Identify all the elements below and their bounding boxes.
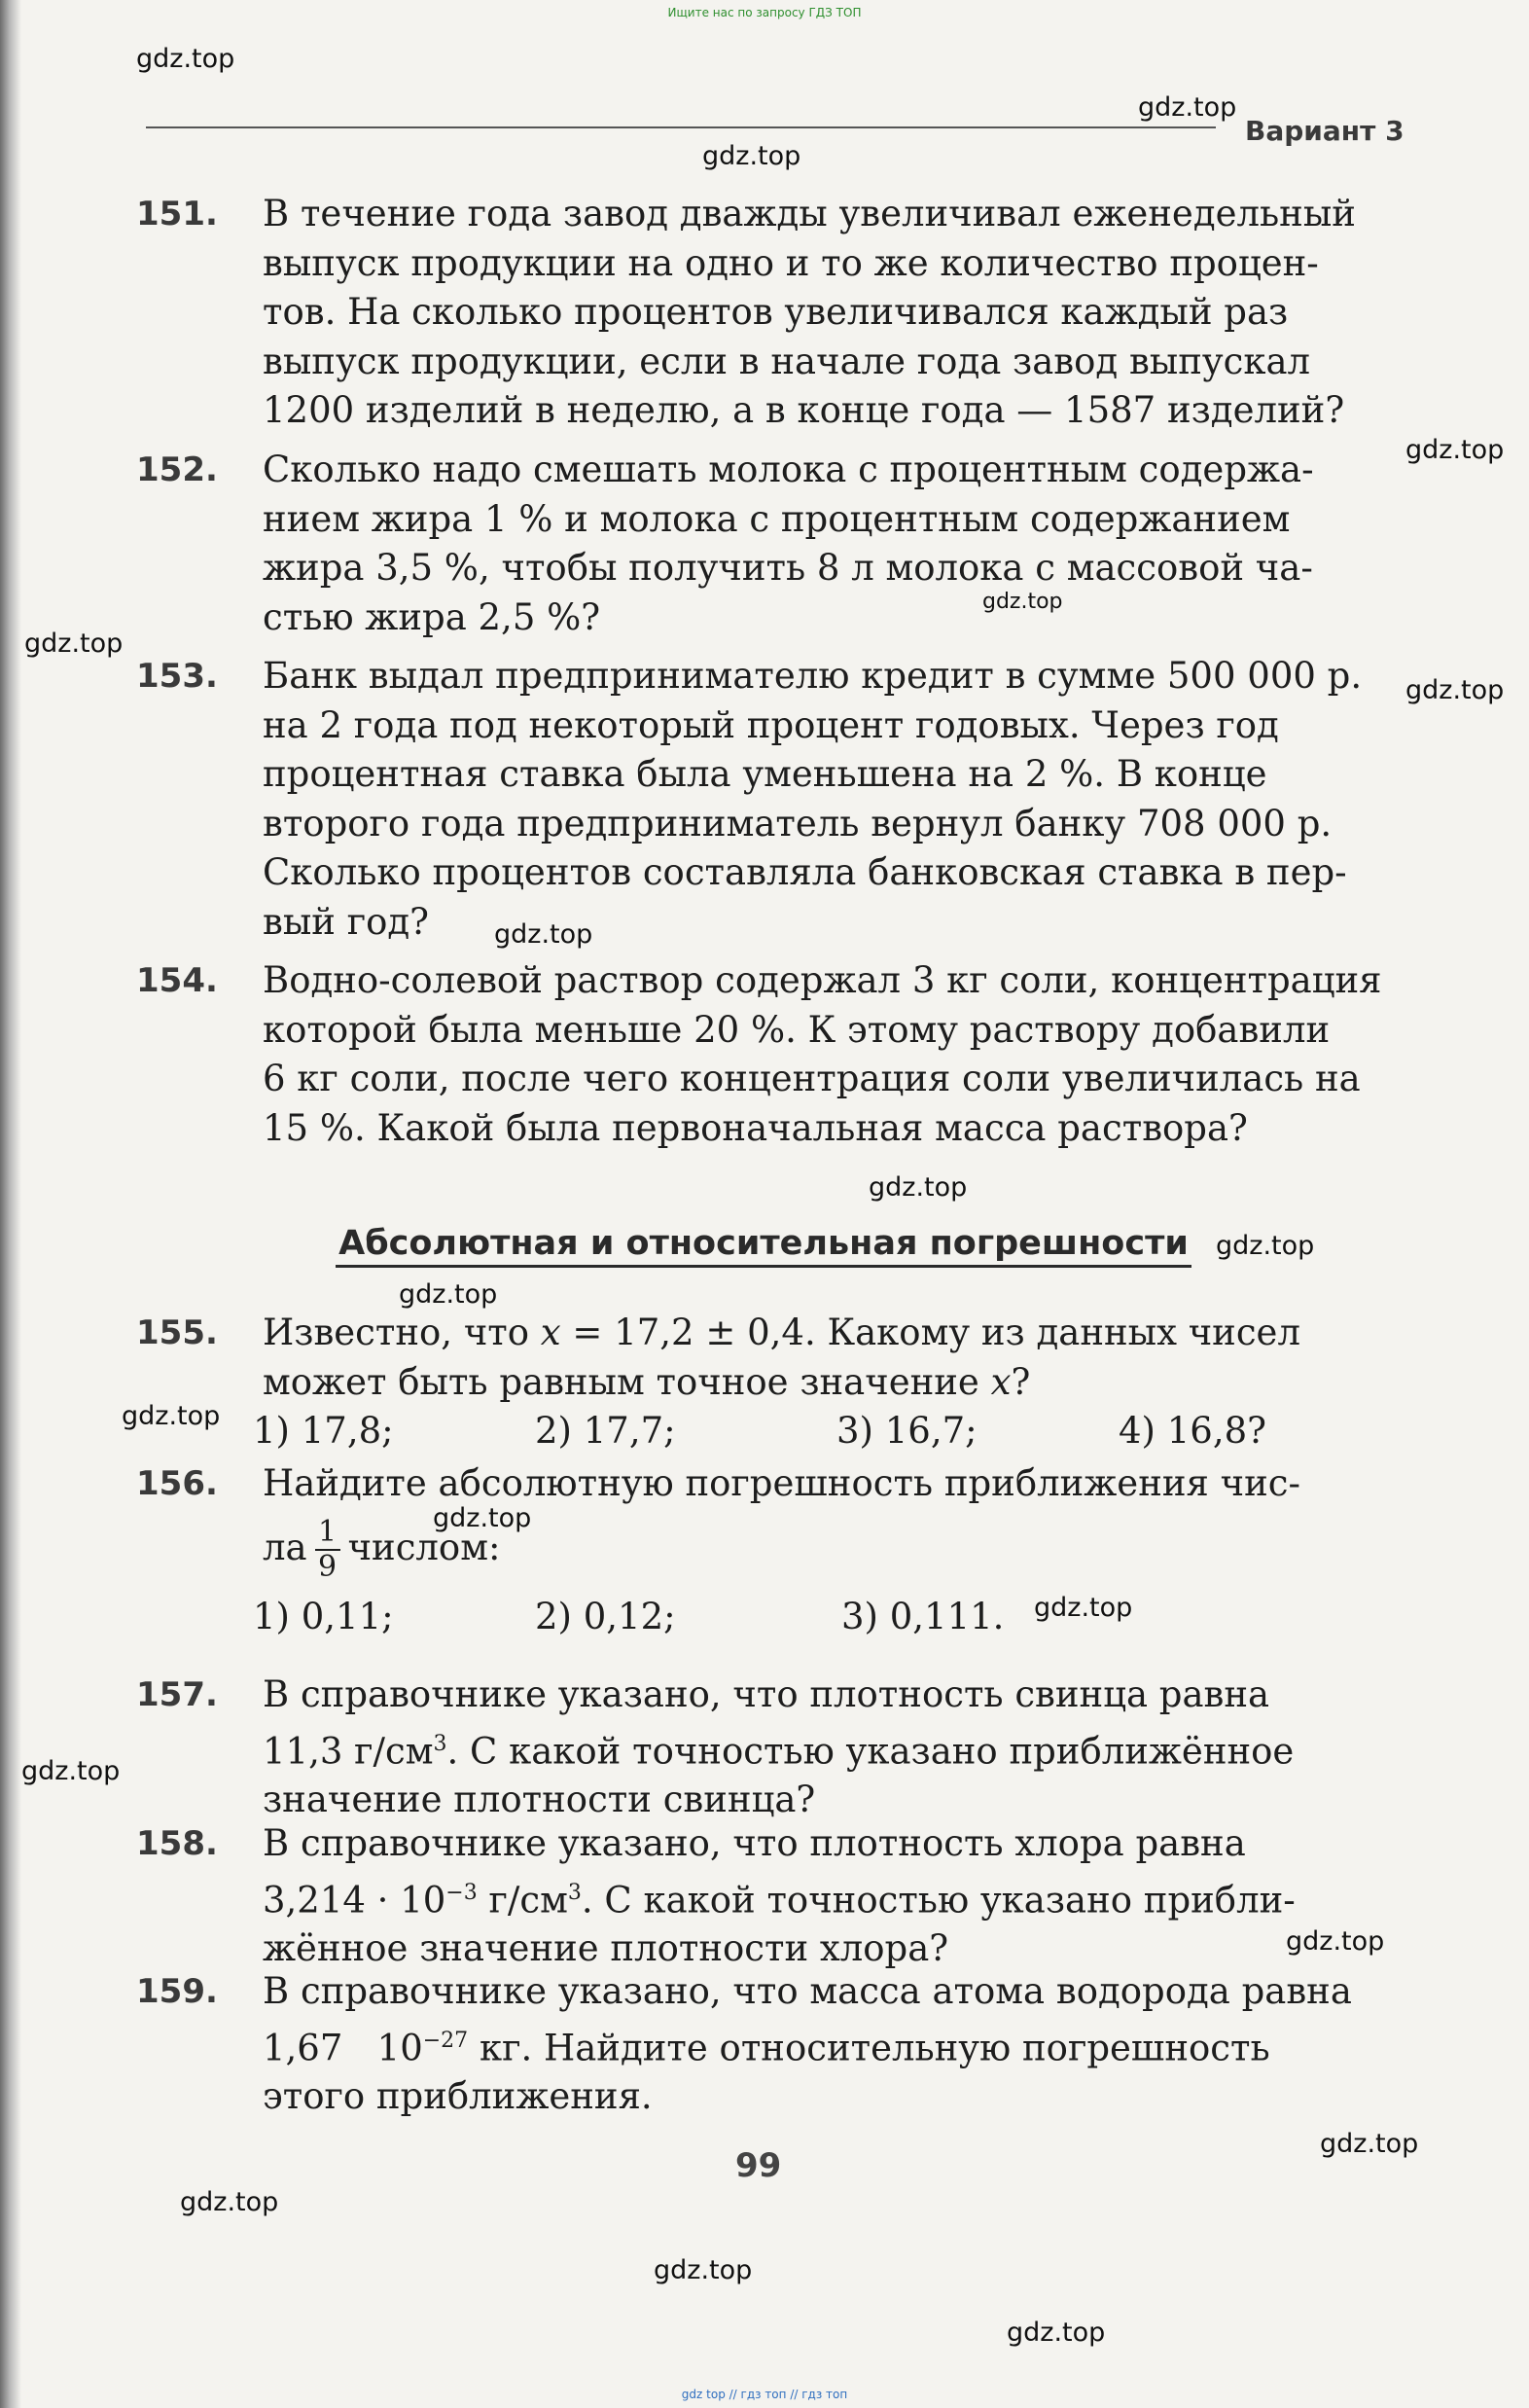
watermark: gdz.top: [869, 1172, 968, 1203]
text-fragment: г/см: [477, 1878, 568, 1921]
problem-number: 157.: [136, 1675, 218, 1714]
problem-text: [263, 1819, 1410, 1974]
problem-number: 156.: [136, 1464, 218, 1503]
text-line: вый год?: [263, 900, 429, 943]
text-line: которой была меньше 20 %. К этому раствору добавили: [263, 1008, 1331, 1051]
fraction-numerator: 1: [318, 1515, 338, 1549]
text-line: этого приближения.: [263, 2075, 653, 2118]
problem-151: [136, 190, 1410, 436]
answer-option: 1) 0,11;: [253, 1595, 394, 1637]
problem-number: 153.: [136, 657, 218, 696]
text-line: В справочнике указано, что плотность свинца равна: [263, 1673, 1270, 1715]
text-line: В справочнике указано, что масса атома водорода равна: [263, 1970, 1352, 2012]
problem-text: [263, 652, 1410, 947]
answer-option: 1) 17,8;: [253, 1410, 394, 1452]
superscript: −3: [445, 1880, 478, 1905]
text-line: жённое значение плотности хлора?: [263, 1927, 949, 1970]
text-line: [263, 1358, 1410, 1408]
problem-text: [263, 1309, 1410, 1407]
text-fragment: Известно, что: [263, 1312, 541, 1353]
text-line: жира 3,5 %, чтобы получить 8 л молока с массовой ча-: [263, 547, 1313, 589]
watermark: gdz.top: [180, 2187, 279, 2217]
text-line: [263, 1869, 1410, 1925]
text-fragment: ?: [1011, 1360, 1031, 1403]
text-fragment: кг. Найдите относительную погрешность: [468, 2026, 1270, 2068]
text-fragment: . С какой точностью указано прибли-: [581, 1878, 1296, 1921]
problem-number: 159.: [136, 1972, 218, 2011]
text-line: Сколько надо смешать молока с процентным содержа-: [263, 449, 1314, 490]
watermark: gdz.top: [399, 1279, 498, 1310]
text-fragment: 11,3 г/см: [263, 1729, 434, 1772]
watermark: gdz.top: [702, 141, 801, 171]
problem-154: [136, 956, 1410, 1153]
text-line: [263, 1720, 1410, 1777]
scan-edge-shadow: [0, 0, 21, 2408]
answer-option: 2) 0,12;: [535, 1595, 676, 1637]
problem-153: [136, 652, 1410, 947]
problem-157: [136, 1671, 1410, 1825]
problem-text: [263, 956, 1410, 1153]
problem-number: 151.: [136, 195, 218, 234]
watermark: gdz.top: [1034, 1593, 1133, 1623]
watermark: gdz.top: [1405, 675, 1505, 705]
text-line: на 2 года под некоторый процент годовых. Через год: [263, 703, 1279, 746]
top-banner: Ищите нас по запросу ГДЗ ТОП: [667, 6, 862, 19]
problem-156: [136, 1459, 1410, 1641]
superscript: 3: [433, 1731, 447, 1756]
watermark: gdz.top: [1405, 435, 1505, 465]
answer-option: 4) 16,8?: [1119, 1410, 1266, 1452]
fraction-denominator: 9: [318, 1550, 338, 1584]
watermark: gdz.top: [494, 919, 593, 950]
text-fragment: может быть равным точное значение: [263, 1360, 991, 1403]
superscript: 3: [567, 1880, 582, 1905]
problem-text: [263, 1967, 1410, 2122]
fraction-one-ninth: [315, 1516, 340, 1584]
problem-152: [136, 446, 1410, 642]
watermark: gdz.top: [654, 2255, 753, 2285]
section-title: Абсолютная и относительная погрешности: [336, 1224, 1191, 1268]
problem-text: [263, 1671, 1410, 1825]
text-line: Водно-солевой раствор содержал 3 кг соли, концентрация: [263, 959, 1382, 1001]
page-number: 99: [735, 2146, 782, 2185]
text-line: Сколько процентов составляла банковская ставка в пер-: [263, 851, 1347, 893]
text-line: 1200 изделий в неделю, а в конце года — 1587 изделий?: [263, 389, 1345, 431]
problem-158: [136, 1819, 1410, 1974]
text-line: второго года предприниматель вернул банку 708 000 р.: [263, 802, 1333, 845]
watermark: gdz.top: [1138, 92, 1237, 123]
variable-x: x: [990, 1360, 1012, 1403]
text-line: выпуск продукции, если в начале года завод выпускал: [263, 340, 1311, 382]
watermark: gdz.top: [24, 629, 124, 659]
text-fragment: 1,67 10: [263, 2026, 423, 2068]
watermark: gdz.top: [136, 44, 235, 74]
variant-label: Вариант 3: [1245, 115, 1405, 147]
problem-number: 152.: [136, 450, 218, 489]
watermark: gdz.top: [1007, 2318, 1106, 2348]
superscript: −27: [422, 2028, 469, 2053]
answer-option: 2) 17,7;: [535, 1410, 676, 1452]
bottom-banner: gdz top // гдз топ // гдз топ: [681, 2388, 848, 2401]
text-line: 15 %. Какой была первоначальная масса раствора?: [263, 1106, 1248, 1149]
text-line: Банк выдал предпринимателю кредит в сумме 500 000 р.: [263, 655, 1363, 697]
problem-number: 155.: [136, 1313, 218, 1352]
watermark: gdz.top: [433, 1503, 532, 1533]
problem-number: 154.: [136, 961, 218, 1000]
watermark: gdz.top: [21, 1756, 121, 1786]
watermark: gdz.top: [1320, 2129, 1419, 2159]
text-line: [263, 2017, 1410, 2073]
problem-155: [136, 1309, 1410, 1456]
text-line: значение плотности свинца?: [263, 1779, 816, 1821]
text-line: В течение года завод дважды увеличивал еженедельный: [263, 193, 1356, 234]
text-line: 6 кг соли, после чего концентрация соли увеличилась на: [263, 1058, 1361, 1099]
variable-x: x: [540, 1312, 561, 1353]
text-line: [263, 1309, 1410, 1358]
text-line: Найдите абсолютную погрешность приближения чис-: [263, 1462, 1300, 1504]
problem-number: 158.: [136, 1824, 218, 1863]
text-fragment: 3,214 · 10: [263, 1878, 446, 1921]
watermark: gdz.top: [1216, 1231, 1315, 1261]
text-line: процентная ставка была уменьшена на 2 %. В конце: [263, 753, 1267, 795]
answer-option: 3) 0,111.: [841, 1595, 1005, 1637]
text-line: нием жира 1 % и молока с процентным содержанием: [263, 497, 1291, 540]
answer-option: 3) 16,7;: [836, 1410, 978, 1452]
watermark: gdz.top: [982, 590, 1063, 614]
text-line: тов. На сколько процентов увеличивался каждый раз: [263, 291, 1289, 333]
answer-options: [253, 1407, 1410, 1456]
text-line: выпуск продукции на одно и то же количество процен-: [263, 241, 1319, 284]
problem-text: [263, 190, 1410, 436]
text-fragment: ла: [263, 1526, 307, 1568]
watermark: gdz.top: [1286, 1926, 1385, 1957]
answer-options: [253, 1593, 1410, 1642]
text-fragment: . С какой точностью указано приближённое: [446, 1729, 1295, 1772]
watermark: gdz.top: [122, 1401, 221, 1431]
text-line: В справочнике указано, что плотность хлора равна: [263, 1822, 1246, 1864]
text-fragment: числом:: [347, 1526, 501, 1568]
text-line: стью жира 2,5 %?: [263, 595, 601, 638]
text-fragment: = 17,2 ± 0,4. Какому из данных чисел: [560, 1312, 1300, 1353]
problem-text: [263, 446, 1410, 642]
header-rule: [146, 126, 1216, 128]
problem-159: [136, 1967, 1410, 2122]
